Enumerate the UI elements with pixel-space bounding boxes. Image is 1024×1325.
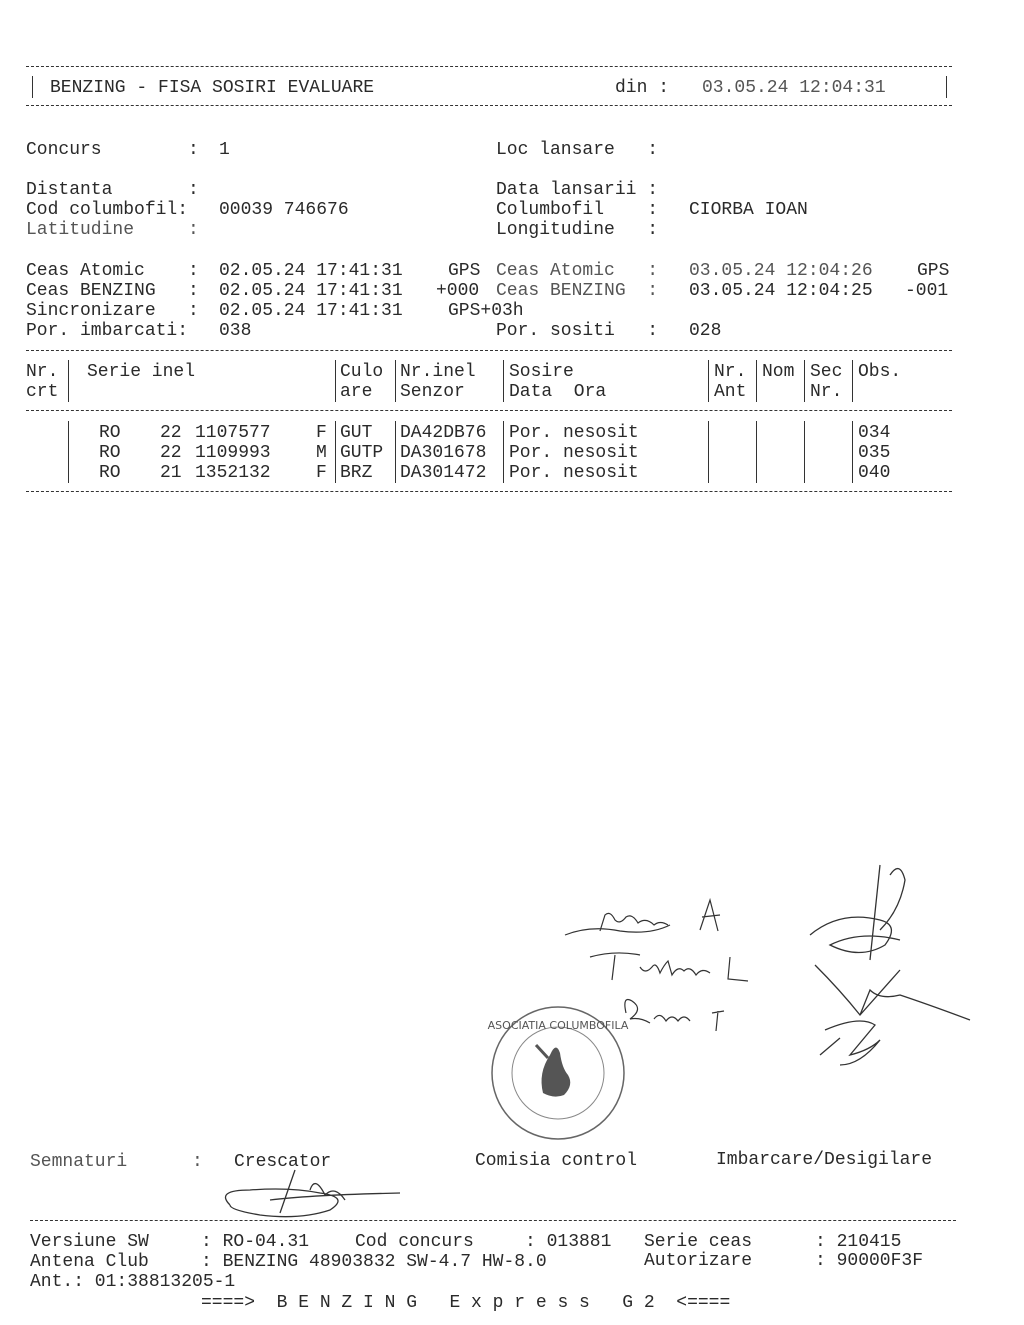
concurs-label: Concurs : — [26, 140, 199, 160]
col-sosire-header: Sosire — [509, 362, 574, 382]
data-lansarii-label: Data lansarii : — [496, 180, 659, 200]
col-ant-header-2: Ant — [714, 382, 747, 402]
autorizare-label: Autorizare — [644, 1251, 753, 1271]
header-bottom-rule — [26, 105, 952, 106]
col-nr-header-2: crt — [26, 382, 59, 402]
row-2-sosire: Por. nesosit — [509, 443, 639, 463]
col-inel-header: Nr.inel — [400, 362, 476, 382]
col-serie-header: Serie inel — [87, 362, 196, 382]
row-sep — [68, 421, 69, 483]
row-3-obs: 040 — [858, 463, 891, 483]
row-sep — [335, 421, 336, 483]
header-sep — [804, 360, 805, 402]
col-ant-header: Nr. — [714, 362, 747, 382]
row-1-culoare: GUT — [340, 423, 373, 443]
header-left-bar — [32, 76, 33, 98]
row-1-sex: F — [316, 423, 327, 443]
col-sosire-header-2: Data Ora — [509, 382, 607, 402]
row-1-obs: 034 — [858, 423, 891, 443]
antena-label: Antena Club — [30, 1252, 149, 1272]
por-sositi-label: Por. sositi : — [496, 321, 659, 341]
table-header-rule — [26, 410, 952, 411]
header-sep — [68, 360, 69, 402]
association-stamp — [488, 1003, 628, 1143]
top-rule — [26, 66, 952, 67]
header-sep — [503, 360, 504, 402]
row-2-obs: 035 — [858, 443, 891, 463]
footer-rule — [30, 1220, 956, 1221]
row-sep — [503, 421, 504, 483]
antena-id: Ant.: 01:38813205-1 — [30, 1272, 236, 1292]
footer-banner: ====> B E N Z I N G E x p r e s s G 2 <==== — [201, 1293, 731, 1313]
crescator-signature — [210, 1165, 410, 1235]
row-sep — [708, 421, 709, 483]
row-3-senzor: DA301472 — [400, 463, 487, 483]
ceas-benzing-start-value: 02.05.24 17:41:31 — [219, 281, 403, 301]
row-3-tara: RO — [99, 463, 121, 483]
row-2-sex: M — [316, 443, 327, 463]
ceas-atomic-end-label: Ceas Atomic : — [496, 261, 659, 281]
col-sec-header-2: Nr. — [810, 382, 843, 402]
din-timestamp: 03.05.24 12:04:31 — [702, 78, 886, 98]
ceas-benzing-start-label: Ceas BENZING : — [26, 281, 199, 301]
cod-concurs-label: Cod concurs — [355, 1232, 474, 1252]
longitudine-label: Longitudine : — [496, 220, 659, 240]
concurs-value: 1 — [219, 140, 230, 160]
ceas-atomic-start-label: Ceas Atomic : — [26, 261, 199, 281]
autorizare-value: : 90000F3F — [815, 1251, 924, 1271]
din-label: din : — [615, 78, 670, 98]
row-1-an: 22 — [160, 423, 182, 443]
sincronizare-value: 02.05.24 17:41:31 — [219, 301, 403, 321]
col-sec-header: Sec — [810, 362, 843, 382]
row-2-an: 22 — [160, 443, 182, 463]
header-sep — [335, 360, 336, 402]
stamp-text: ASOCIATIA COLUMBOFILA — [487, 1019, 629, 1032]
ceas-benzing-end-suffix: -001 — [905, 281, 949, 301]
row-sep — [756, 421, 757, 483]
header-sep — [852, 360, 853, 402]
crescator-label: Crescator — [234, 1152, 332, 1172]
row-2-culoare: GUTP — [340, 443, 384, 463]
serie-ceas-value: : 210415 — [815, 1232, 902, 1252]
ceas-benzing-end-value: 03.05.24 12:04:25 — [689, 281, 873, 301]
row-3-culoare: BRZ — [340, 463, 373, 483]
table-top-rule — [26, 350, 952, 351]
por-imbarcati-label: Por. imbarcati: — [26, 321, 189, 341]
row-sep — [852, 421, 853, 483]
sincronizare-suffix: GPS+03h — [448, 301, 524, 321]
columbofil-label: Columbofil : — [496, 200, 659, 220]
columbofil-value: CIORBA IOAN — [689, 200, 808, 220]
col-culoare-header-2: are — [340, 382, 373, 402]
row-1-senzor: DA42DB76 — [400, 423, 487, 443]
row-3-nr: 1352132 — [195, 463, 271, 483]
antena-value: : BENZING 48903832 SW-4.7 HW-8.0 — [201, 1252, 547, 1272]
versiune-value: : RO-04.31 — [201, 1232, 310, 1252]
cod-columbofil-value: 00039 746676 — [219, 200, 349, 220]
header-sep — [708, 360, 709, 402]
por-sositi-value: 028 — [689, 321, 722, 341]
header-sep — [756, 360, 757, 402]
por-imbarcati-value: 038 — [219, 321, 252, 341]
cod-concurs-value: : 013881 — [525, 1232, 612, 1252]
table-bottom-rule — [26, 491, 952, 492]
col-culoare-header: Culo — [340, 362, 384, 382]
ceas-atomic-end-suffix: GPS — [917, 261, 950, 281]
row-sep — [804, 421, 805, 483]
comisia-label: Comisia control — [475, 1151, 638, 1171]
row-2-tara: RO — [99, 443, 121, 463]
col-obs-header: Obs. — [858, 362, 902, 382]
row-2-senzor: DA301678 — [400, 443, 487, 463]
header-right-bar — [946, 76, 947, 98]
distanta-label: Distanta : — [26, 180, 199, 200]
ceas-benzing-start-suffix: +000 — [436, 281, 480, 301]
ceas-atomic-end-value: 03.05.24 12:04:26 — [689, 261, 873, 281]
ceas-atomic-start-value: 02.05.24 17:41:31 — [219, 261, 403, 281]
header-sep — [395, 360, 396, 402]
row-1-nr: 1107577 — [195, 423, 271, 443]
commission-signatures — [800, 850, 970, 1080]
col-nom-header: Nom — [762, 362, 795, 382]
row-3-sosire: Por. nesosit — [509, 463, 639, 483]
row-3-an: 21 — [160, 463, 182, 483]
col-nr-header: Nr. — [26, 362, 59, 382]
semnaturi-label: Semnaturi : — [30, 1152, 203, 1172]
row-2-nr: 1109993 — [195, 443, 271, 463]
col-inel-header-2: Senzor — [400, 382, 465, 402]
ceas-benzing-end-label: Ceas BENZING : — [496, 281, 659, 301]
row-1-tara: RO — [99, 423, 121, 443]
versiune-label: Versiune SW — [30, 1232, 149, 1252]
sincronizare-label: Sincronizare : — [26, 301, 199, 321]
loc-lansare-label: Loc lansare : — [496, 140, 659, 160]
cod-columbofil-label: Cod columbofil: — [26, 200, 189, 220]
serie-ceas-label: Serie ceas — [644, 1232, 753, 1252]
row-1-sosire: Por. nesosit — [509, 423, 639, 443]
row-sep — [395, 421, 396, 483]
imbarcare-label: Imbarcare/Desigilare — [716, 1150, 933, 1170]
row-3-sex: F — [316, 463, 327, 483]
document-title: BENZING - FISA SOSIRI EVALUARE — [50, 78, 375, 98]
latitudine-label: Latitudine : — [26, 220, 199, 240]
ceas-atomic-start-suffix: GPS — [448, 261, 481, 281]
